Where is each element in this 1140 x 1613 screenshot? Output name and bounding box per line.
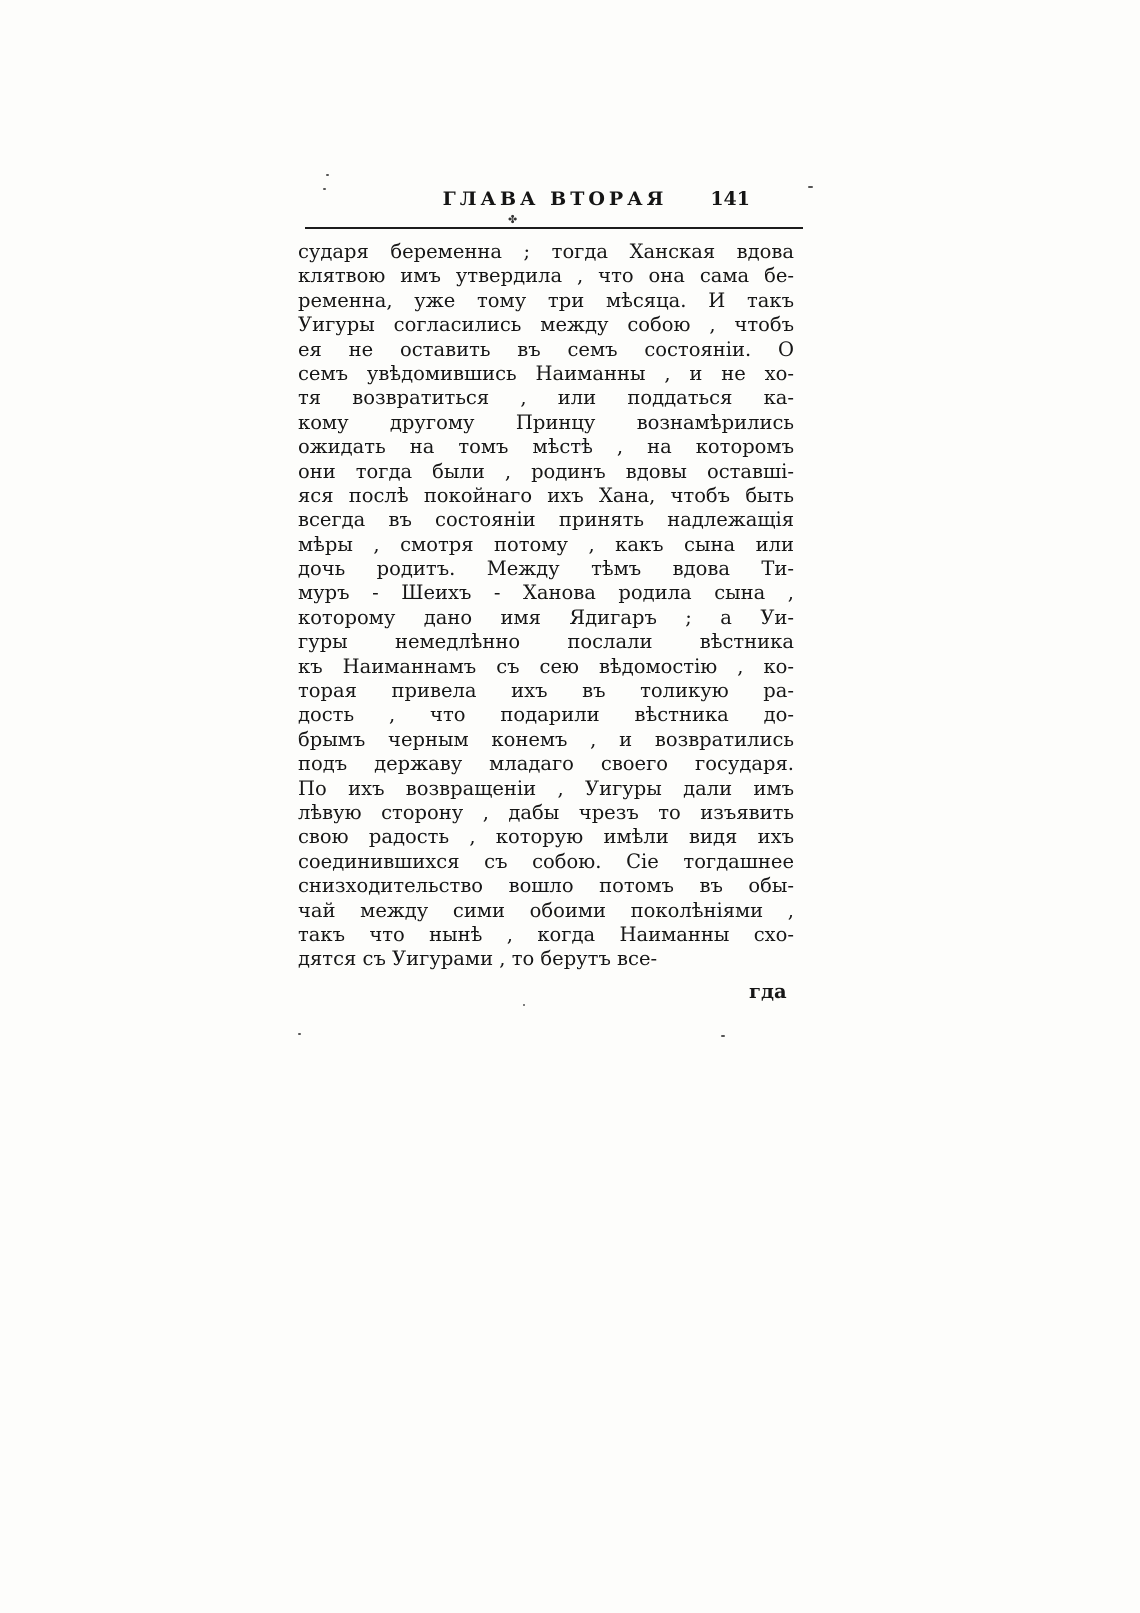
ink-speck <box>523 1004 525 1006</box>
text-line: къ Наиманнамъ съ сею вѣдомостiю , ко- <box>298 654 794 678</box>
text-line: подъ державу младаго своего государя. <box>298 752 794 776</box>
text-line: ожидать на томъ мѣстѣ , на которомъ <box>298 435 794 459</box>
ornament-icon: ✤ <box>508 213 518 226</box>
text-line: яся послѣ покойнаго ихъ Хана, чтобъ быть <box>298 483 794 507</box>
ink-speck <box>323 188 326 190</box>
text-line: которому дано имя Ядигаръ ; а Уи- <box>298 605 794 629</box>
text-line: дочь родитъ. Между тѣмъ вдова Ти- <box>298 557 794 581</box>
page-number: 141 <box>710 188 750 210</box>
text-line: брымъ черным конемъ , и возвратились <box>298 727 794 751</box>
text-line: мѣры , смотря потому , какъ сына или <box>298 532 794 556</box>
body-text <box>298 240 794 972</box>
text-line: свою радость , которую имѣли видя ихъ <box>298 825 794 849</box>
running-title: ГЛАВА ВТОРАЯ <box>442 188 668 210</box>
text-line: они тогда были , родинъ вдовы оставшi- <box>298 459 794 483</box>
text-line: ея не оставить въ семъ состоянiи. О <box>298 337 794 361</box>
ink-speck <box>808 186 813 188</box>
text-line: лѣвую сторону , дабы чрезъ то изъявить <box>298 800 794 824</box>
text-line: ременна, уже тому три мѣсяца. И такъ <box>298 288 794 312</box>
text-line: По ихъ возвращенiи , Уигуры дали имъ <box>298 776 794 800</box>
catchword: гда <box>749 980 787 1003</box>
ink-speck <box>298 1033 301 1035</box>
text-line: клятвою имъ утвердила , что она сама бе- <box>298 264 794 288</box>
text-line: всегда въ состоянiи принять надлежащiя <box>298 508 794 532</box>
ink-speck <box>721 1035 725 1037</box>
text-line: кому другому Принцу вознамѣрились <box>298 410 794 434</box>
text-line: семъ увѣдомившись Наиманны , и не хо- <box>298 361 794 385</box>
text-line: гуры немедлѣнно послали вѣстника <box>298 630 794 654</box>
text-line: дятся съ Уигурами , то берутъ все- <box>298 947 658 971</box>
text-line: такъ что нынѣ , когда Наиманны схо- <box>298 922 794 946</box>
text-line: чай между сими обоими поколѣнiями , <box>298 898 794 922</box>
text-line: дость , что подарили вѣстника до- <box>298 703 794 727</box>
ink-speck <box>326 174 329 176</box>
page-header <box>305 188 800 220</box>
text-line: сударя беременна ; тогда Ханская вдова <box>298 240 794 263</box>
text-line: Уигуры согласились между собою , чтобъ <box>298 313 794 337</box>
text-line: торая привела ихъ въ толикую ра- <box>298 679 794 703</box>
text-line: муръ - Шеихъ - Ханова родила сына , <box>298 581 794 605</box>
text-line: соединившихся съ собою. Сiе тогдашнее <box>298 849 794 873</box>
text-line: снизходительство вошло потомъ въ обы- <box>298 874 794 898</box>
header-rule <box>305 227 803 229</box>
text-line: тя возвратиться , или поддаться ка- <box>298 386 794 410</box>
